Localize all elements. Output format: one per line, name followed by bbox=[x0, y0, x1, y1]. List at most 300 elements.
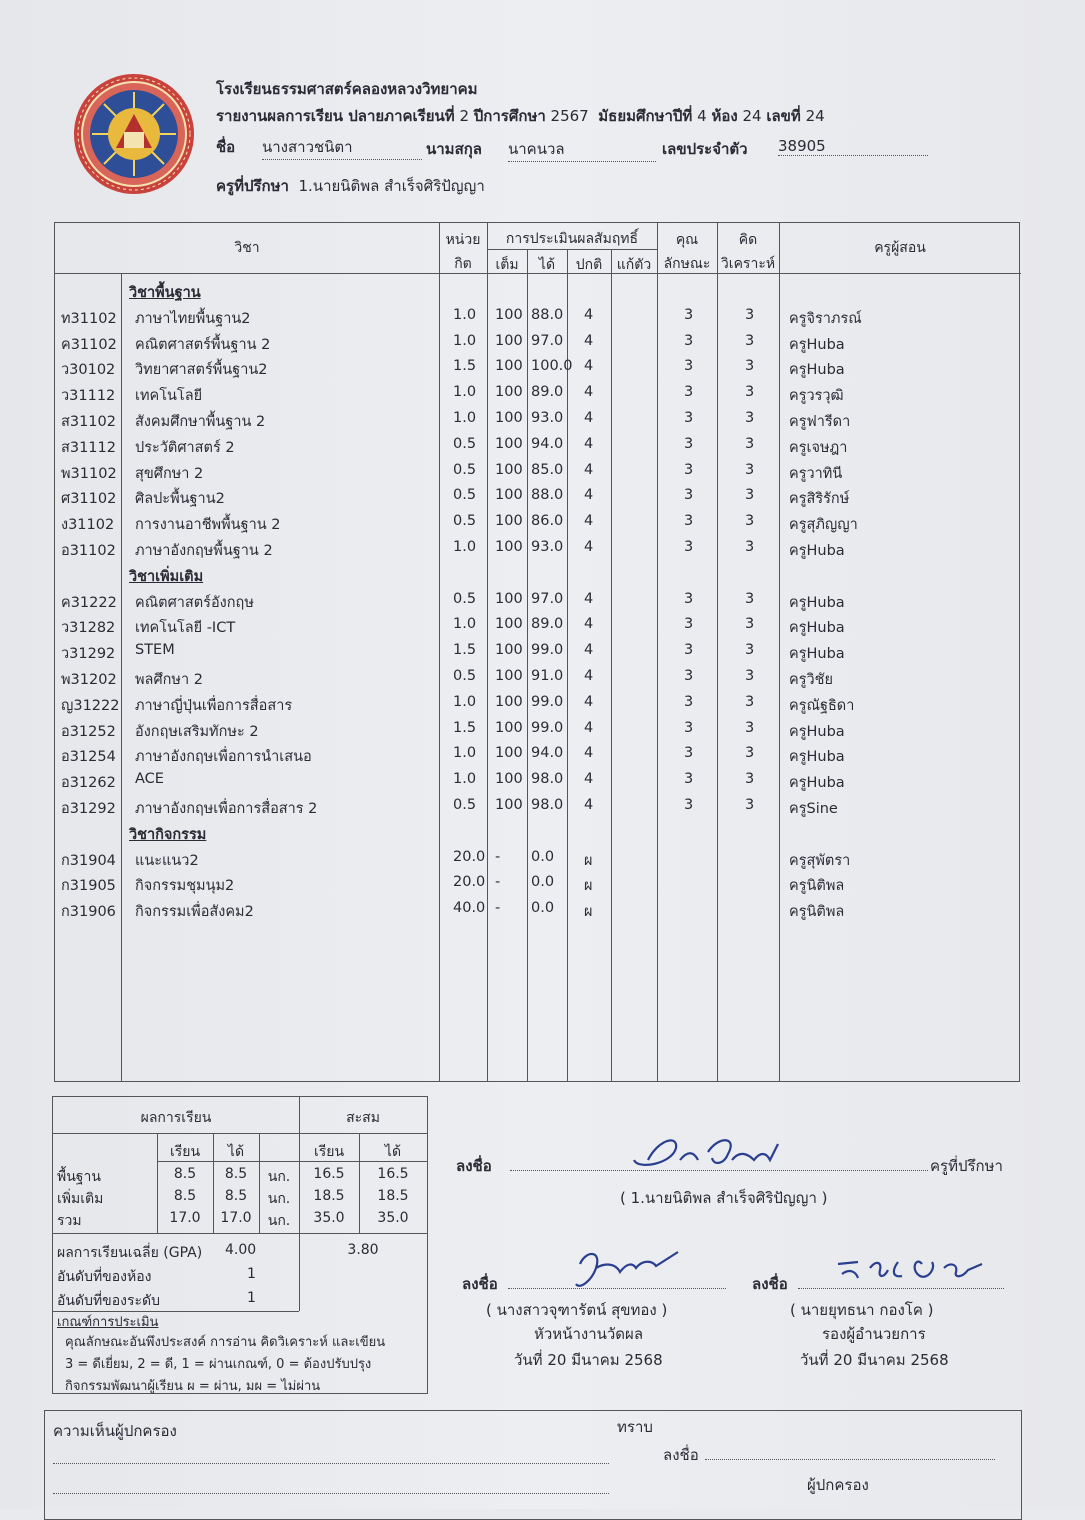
col-quality-top: คุณ bbox=[675, 232, 699, 248]
cell-full: 100 bbox=[495, 513, 523, 530]
col-eval: การประเมินผลสัมฤทธิ์ bbox=[505, 231, 639, 247]
table-row bbox=[55, 612, 1021, 638]
summary-cum-enrolled: 18.5 bbox=[313, 1188, 345, 1204]
name-label: ชื่อ bbox=[216, 138, 236, 156]
deputy-sign-line bbox=[798, 1288, 1004, 1289]
grades-table bbox=[54, 222, 1020, 1082]
advisor-line: ครูที่ปรึกษา 1.นายนิติพล สำเร็จศิริปัญญา bbox=[216, 177, 485, 195]
cell-code: อ31292 bbox=[61, 801, 116, 817]
cell-teacher: ครูHuba bbox=[789, 723, 845, 740]
col-normal: ปกติ bbox=[575, 257, 603, 273]
cell-teacher: ครูHuba bbox=[789, 749, 845, 766]
summary-cum-earned: 35.0 bbox=[377, 1210, 409, 1226]
cell-think: 3 bbox=[745, 668, 755, 684]
table-row bbox=[55, 716, 1021, 742]
criteria-line-3: กิจกรรมพัฒนาผู้เรียน ผ = ผ่าน, มผ = ไม่ผ่าน bbox=[65, 1379, 321, 1394]
earned-header: ได้ bbox=[227, 1144, 245, 1160]
cell-teacher: ครูสุพัตรา bbox=[789, 852, 851, 869]
cell-quality: 3 bbox=[684, 358, 694, 375]
cell-subject: ภาษาอังกฤษพื้นฐาน 2 bbox=[135, 543, 273, 559]
cell-unit: 20.0 bbox=[453, 874, 486, 891]
cell-subject: สังคมศึกษาพื้นฐาน 2 bbox=[135, 414, 266, 430]
cell-code: อ31262 bbox=[61, 775, 116, 792]
cell-full: 100 bbox=[495, 668, 523, 684]
cell-full: 100 bbox=[495, 332, 523, 349]
col-subject: วิชา bbox=[234, 240, 260, 256]
student-id: 38905 bbox=[778, 137, 928, 156]
cell-quality: 3 bbox=[684, 461, 694, 478]
cell-got: 99.0 bbox=[531, 642, 564, 659]
summary-enrolled: 8.5 bbox=[173, 1188, 197, 1204]
section-title: วิชาพื้นฐาน bbox=[129, 285, 201, 301]
cell-subject: ประวัติศาสตร์ 2 bbox=[135, 439, 235, 456]
summary-unit: นก. bbox=[267, 1213, 291, 1229]
cell-code: ก31906 bbox=[61, 904, 116, 921]
cell-code: ส31112 bbox=[61, 439, 116, 456]
cell-normal: ผ bbox=[584, 904, 593, 921]
gpa-value: 4.00 bbox=[225, 1242, 257, 1258]
cell-normal: 4 bbox=[584, 719, 594, 736]
cell-unit: 0.5 bbox=[453, 590, 477, 607]
cell-unit: 1.0 bbox=[453, 539, 477, 555]
cell-unit: 0.5 bbox=[453, 513, 477, 530]
cell-normal: 4 bbox=[584, 332, 594, 349]
summary-unit: นก. bbox=[267, 1169, 291, 1185]
cell-normal: 4 bbox=[584, 487, 594, 504]
level-rank-label: อันดับที่ของระดับ bbox=[57, 1293, 161, 1309]
cell-full: 100 bbox=[495, 384, 523, 401]
cell-subject: ภาษาญี่ปุ่นเพื่อการสื่อสาร bbox=[135, 697, 293, 714]
cell-unit: 0.5 bbox=[453, 435, 477, 452]
cell-code: ก31904 bbox=[61, 852, 116, 869]
section-header bbox=[55, 561, 1021, 587]
cell-think: 3 bbox=[745, 358, 755, 375]
cell-subject: กิจกรรมเพื่อสังคม2 bbox=[135, 904, 254, 921]
col-full: เต็ม bbox=[495, 257, 519, 273]
cell-normal: 4 bbox=[584, 668, 594, 684]
cell-think: 3 bbox=[745, 384, 755, 401]
summary-earned: 17.0 bbox=[220, 1210, 252, 1226]
cell-quality: 3 bbox=[684, 513, 694, 530]
parent-opinion-line-1 bbox=[53, 1463, 609, 1464]
cell-unit: 1.0 bbox=[453, 384, 477, 401]
cell-teacher: ครูHuba bbox=[789, 775, 845, 792]
cell-think: 3 bbox=[745, 719, 755, 736]
cell-code: ญ31222 bbox=[61, 697, 120, 714]
student-surname: นาคนวล bbox=[508, 137, 656, 162]
summary-cum-enrolled: 35.0 bbox=[313, 1210, 345, 1226]
cell-unit: 1.0 bbox=[453, 745, 477, 762]
cell-subject: วิทยาศาสตร์พื้นฐาน2 bbox=[135, 362, 268, 379]
cell-full: 100 bbox=[495, 745, 523, 762]
cell-quality: 3 bbox=[684, 693, 694, 710]
cell-subject: ACE bbox=[135, 771, 164, 788]
cell-unit: 0.5 bbox=[453, 461, 477, 478]
student-name: นางสาวชนิตา bbox=[262, 135, 422, 160]
cell-quality: 3 bbox=[684, 410, 694, 426]
table-row bbox=[55, 870, 1021, 896]
cell-quality: 3 bbox=[684, 435, 694, 452]
cumulative-label: สะสม bbox=[346, 1110, 380, 1126]
cell-full: 100 bbox=[495, 435, 523, 452]
cell-subject: ภาษาอังกฤษเพื่อการนำเสนอ bbox=[135, 749, 312, 766]
cell-got: 0.0 bbox=[531, 848, 555, 865]
table-row bbox=[55, 793, 1021, 819]
cell-teacher: ครูHuba bbox=[789, 646, 845, 663]
eval-signature bbox=[566, 1240, 686, 1300]
cell-quality: 3 bbox=[684, 539, 694, 555]
cell-full: 100 bbox=[495, 719, 523, 736]
advisor-name: ( 1.นายนิติพล สำเร็จศิริปัญญา ) bbox=[620, 1189, 828, 1207]
cell-normal: 4 bbox=[584, 797, 594, 813]
cell-unit: 1.0 bbox=[453, 410, 477, 426]
cell-quality: 3 bbox=[684, 771, 694, 788]
cell-normal: 4 bbox=[584, 384, 594, 401]
cell-think: 3 bbox=[745, 487, 755, 504]
cell-code: พ31102 bbox=[61, 465, 117, 482]
table-row bbox=[55, 767, 1021, 793]
cell-code: ค31222 bbox=[61, 594, 117, 611]
cell-code: ก31905 bbox=[61, 878, 116, 895]
cell-got: 93.0 bbox=[531, 410, 564, 426]
cell-quality: 3 bbox=[684, 487, 694, 504]
cell-teacher: ครูวิชัย bbox=[789, 672, 833, 688]
advisor-sign-label: ลงชื่อ bbox=[456, 1157, 492, 1175]
cell-quality: 3 bbox=[684, 332, 694, 349]
col-think-top: คิด bbox=[738, 232, 758, 248]
cell-code: ว31292 bbox=[61, 646, 116, 663]
cell-think: 3 bbox=[745, 771, 755, 788]
summary-earned: 8.5 bbox=[224, 1166, 248, 1182]
cell-got: 85.0 bbox=[531, 461, 564, 478]
cell-got: 97.0 bbox=[531, 332, 564, 349]
cell-full: 100 bbox=[495, 539, 523, 555]
cell-full: 100 bbox=[495, 616, 523, 633]
cell-subject: แนะแนว2 bbox=[135, 852, 199, 869]
cell-think: 3 bbox=[745, 745, 755, 762]
table-row bbox=[55, 380, 1021, 406]
cell-full: - bbox=[495, 848, 501, 865]
cell-normal: 4 bbox=[584, 306, 594, 323]
cell-quality: 3 bbox=[684, 384, 694, 401]
parent-box bbox=[44, 1410, 1022, 1520]
cell-code: ง31102 bbox=[61, 517, 115, 534]
cell-full: 100 bbox=[495, 590, 523, 607]
cell-normal: ผ bbox=[584, 878, 593, 895]
cell-got: 93.0 bbox=[531, 539, 564, 555]
cell-unit: 1.0 bbox=[453, 306, 477, 323]
table-row bbox=[55, 664, 1021, 690]
table-row bbox=[55, 535, 1021, 561]
table-row bbox=[55, 329, 1021, 355]
results-label: ผลการเรียน bbox=[140, 1110, 212, 1126]
cell-normal: 4 bbox=[584, 539, 594, 555]
cell-quality: 3 bbox=[684, 306, 694, 323]
criteria-line-1: คุณลักษณะอันพึงประสงค์ การอ่าน คิดวิเคราะห์ และเขียน bbox=[65, 1335, 386, 1350]
parent-opinion-line-2 bbox=[53, 1493, 609, 1494]
summary-earned: 8.5 bbox=[224, 1188, 248, 1204]
cell-think: 3 bbox=[745, 539, 755, 555]
cell-unit: 0.5 bbox=[453, 487, 477, 504]
cell-teacher: ครูSine bbox=[789, 801, 838, 817]
cell-teacher: ครูนิติพล bbox=[789, 878, 845, 895]
parent-opinion-label: ความเห็นผู้ปกครอง bbox=[53, 1422, 177, 1440]
cell-think: 3 bbox=[745, 461, 755, 478]
cell-think: 3 bbox=[745, 513, 755, 530]
summary-cum-earned: 18.5 bbox=[377, 1188, 409, 1204]
level-rank-value: 1 bbox=[247, 1290, 256, 1306]
cell-think: 3 bbox=[745, 590, 755, 607]
cell-got: 0.0 bbox=[531, 900, 555, 917]
cell-got: 89.0 bbox=[531, 384, 564, 401]
summary-label: เพิ่มเติม bbox=[57, 1191, 104, 1207]
cell-code: อ31254 bbox=[61, 749, 116, 766]
cell-unit: 0.5 bbox=[453, 797, 477, 813]
cell-teacher: ครูวรวุฒิ bbox=[789, 388, 844, 405]
cell-normal: 4 bbox=[584, 642, 594, 659]
cell-unit: 1.5 bbox=[453, 358, 477, 375]
cell-got: 94.0 bbox=[531, 435, 564, 452]
cell-got: 86.0 bbox=[531, 513, 564, 530]
deputy-role: รองผู้อำนวยการ bbox=[822, 1325, 926, 1343]
parent-role: ผู้ปกครอง bbox=[807, 1476, 869, 1494]
col-think-bottom: วิเคราะห์ bbox=[720, 256, 776, 272]
table-row bbox=[55, 406, 1021, 432]
section-header bbox=[55, 819, 1021, 845]
report-title: รายงานผลการเรียน ปลายภาคเรียนที่ 2 ปีการศึกษา 2567 มัธยมศึกษาปีที่ 4 ห้อง 24 เลขที่ 24 bbox=[216, 107, 825, 125]
cell-full: 100 bbox=[495, 306, 523, 323]
cell-think: 3 bbox=[745, 435, 755, 452]
cell-full: 100 bbox=[495, 797, 523, 813]
eval-date: วันที่ 20 มีนาคม 2568 bbox=[514, 1351, 663, 1369]
summary-unit: นก. bbox=[267, 1191, 291, 1207]
gpa-label: ผลการเรียนเฉลี่ย (GPA) bbox=[57, 1245, 203, 1261]
col-unit-bottom: กิต bbox=[454, 256, 472, 272]
cell-subject: กิจกรรมชุมนุม2 bbox=[135, 878, 235, 895]
cell-subject: อังกฤษเสริมทักษะ 2 bbox=[135, 723, 259, 740]
cell-got: 89.0 bbox=[531, 616, 564, 633]
cell-code: ศ31102 bbox=[61, 491, 117, 508]
enrolled-header: เรียน bbox=[169, 1144, 201, 1160]
cell-full: 100 bbox=[495, 487, 523, 504]
cell-think: 3 bbox=[745, 306, 755, 323]
cell-got: 88.0 bbox=[531, 487, 564, 504]
cell-teacher: ครูจิราภรณ์ bbox=[789, 310, 862, 327]
advisor-role: ครูที่ปรึกษา bbox=[930, 1157, 1003, 1175]
cell-code: ค31102 bbox=[61, 336, 117, 353]
cell-teacher: ครูHuba bbox=[789, 543, 845, 559]
cell-subject: การงานอาชีพพื้นฐาน 2 bbox=[135, 517, 281, 534]
advisor-signature bbox=[628, 1130, 798, 1176]
cum-earned-header: ได้ bbox=[384, 1144, 402, 1160]
cell-unit: 1.5 bbox=[453, 719, 477, 736]
cell-teacher: ครูวาทินี bbox=[789, 465, 843, 482]
cell-think: 3 bbox=[745, 642, 755, 659]
cell-full: 100 bbox=[495, 461, 523, 478]
cell-got: 98.0 bbox=[531, 797, 564, 813]
cell-teacher: ครูฟารีดา bbox=[789, 414, 851, 430]
cell-subject: เทคโนโลยี -ICT bbox=[135, 620, 236, 637]
cell-full: - bbox=[495, 900, 501, 917]
cell-subject: ภาษาไทยพื้นฐาน2 bbox=[135, 310, 251, 327]
table-row bbox=[55, 896, 1021, 922]
parent-ack-label: ทราบ bbox=[617, 1418, 653, 1436]
cell-full: 100 bbox=[495, 410, 523, 426]
cell-teacher: ครูHuba bbox=[789, 336, 845, 353]
cell-think: 3 bbox=[745, 332, 755, 349]
cell-subject: คณิตศาสตร์พื้นฐาน 2 bbox=[135, 336, 271, 353]
cell-teacher: ครูนิติพล bbox=[789, 904, 845, 921]
cell-got: 98.0 bbox=[531, 771, 564, 788]
cell-teacher: ครูHuba bbox=[789, 594, 845, 611]
id-label: เลขประจำตัว bbox=[662, 140, 748, 158]
eval-sign-label: ลงชื่อ bbox=[462, 1275, 498, 1293]
cell-think: 3 bbox=[745, 797, 755, 813]
cell-got: 99.0 bbox=[531, 719, 564, 736]
cell-subject: สุขศึกษา 2 bbox=[135, 465, 204, 482]
table-row bbox=[55, 432, 1021, 458]
cell-teacher: ครูHuba bbox=[789, 620, 845, 637]
cell-quality: 3 bbox=[684, 797, 694, 813]
cell-code: พ31202 bbox=[61, 672, 117, 688]
class-rank-label: อันดับที่ของห้อง bbox=[57, 1269, 152, 1285]
school-logo bbox=[72, 72, 196, 196]
parent-sign-label: ลงชื่อ bbox=[663, 1446, 699, 1464]
col-quality-bottom: ลักษณะ bbox=[663, 256, 711, 272]
cell-subject: คณิตศาสตร์อังกฤษ bbox=[135, 594, 254, 611]
section-title: วิชากิจกรรม bbox=[129, 826, 207, 843]
col-got: ได้ bbox=[538, 257, 556, 273]
cell-unit: 1.0 bbox=[453, 332, 477, 349]
cell-unit: 20.0 bbox=[453, 848, 486, 865]
table-row bbox=[55, 509, 1021, 535]
cell-got: 94.0 bbox=[531, 745, 564, 762]
cell-normal: ผ bbox=[584, 852, 593, 869]
cell-full: 100 bbox=[495, 358, 523, 375]
cell-full: - bbox=[495, 874, 501, 891]
cell-full: 100 bbox=[495, 771, 523, 788]
eval-role: หัวหน้างานวัดผล bbox=[534, 1325, 644, 1343]
summary-cum-enrolled: 16.5 bbox=[313, 1166, 345, 1182]
table-row bbox=[55, 458, 1021, 484]
school-name: โรงเรียนธรรมศาสตร์คลองหลวงวิทยาคม bbox=[216, 80, 478, 98]
deputy-signature bbox=[832, 1250, 992, 1286]
cell-got: 99.0 bbox=[531, 693, 564, 710]
cell-teacher: ครูสุภิญญา bbox=[789, 517, 858, 534]
cell-code: ว31282 bbox=[61, 620, 116, 637]
cell-think: 3 bbox=[745, 693, 755, 710]
cell-quality: 3 bbox=[684, 616, 694, 633]
table-row bbox=[55, 483, 1021, 509]
cell-got: 91.0 bbox=[531, 668, 564, 684]
cell-unit: 1.5 bbox=[453, 642, 477, 659]
cell-full: 100 bbox=[495, 642, 523, 659]
cell-got: 100.0 bbox=[531, 358, 573, 375]
cell-code: อ31252 bbox=[61, 723, 116, 740]
cell-code: อ31102 bbox=[61, 543, 116, 559]
eval-name: ( นางสาวจุฑารัตน์ สุขทอง ) bbox=[486, 1301, 668, 1319]
cell-normal: 4 bbox=[584, 771, 594, 788]
criteria-line-2: 3 = ดีเยี่ยม, 2 = ดี, 1 = ผ่านเกณฑ์, 0 = ต้องปรับปรุง bbox=[65, 1357, 372, 1372]
deputy-date: วันที่ 20 มีนาคม 2568 bbox=[800, 1351, 949, 1369]
class-rank-value: 1 bbox=[247, 1266, 256, 1282]
cell-subject: เทคโนโลยี bbox=[135, 388, 203, 405]
deputy-name: ( นายยุทธนา กองโค ) bbox=[790, 1301, 934, 1319]
table-row bbox=[55, 354, 1021, 380]
cell-normal: 4 bbox=[584, 358, 594, 375]
cell-teacher: ครูเจษฎา bbox=[789, 439, 848, 456]
cell-subject: ศิลปะพื้นฐาน2 bbox=[135, 491, 225, 508]
section-title: วิชาเพิ่มเติม bbox=[129, 568, 204, 585]
parent-sign-line bbox=[705, 1459, 995, 1460]
cell-quality: 3 bbox=[684, 642, 694, 659]
cum-gpa-value: 3.80 bbox=[347, 1242, 379, 1258]
table-row bbox=[55, 587, 1021, 613]
cell-quality: 3 bbox=[684, 719, 694, 736]
summary-label: พื้นฐาน bbox=[57, 1169, 101, 1185]
cell-unit: 1.0 bbox=[453, 693, 477, 710]
cell-subject: พลศึกษา 2 bbox=[135, 672, 203, 688]
cell-subject: STEM bbox=[135, 642, 175, 659]
cell-unit: 1.0 bbox=[453, 616, 477, 633]
cell-normal: 4 bbox=[584, 745, 594, 762]
cell-code: ว31112 bbox=[61, 388, 116, 405]
summary-enrolled: 8.5 bbox=[173, 1166, 197, 1182]
criteria-title: เกณฑ์การประเมิน bbox=[57, 1315, 159, 1330]
cell-normal: 4 bbox=[584, 693, 594, 710]
cell-got: 97.0 bbox=[531, 590, 564, 607]
cell-quality: 3 bbox=[684, 590, 694, 607]
cell-normal: 4 bbox=[584, 616, 594, 633]
cell-code: ท31102 bbox=[61, 310, 117, 327]
table-row bbox=[55, 690, 1021, 716]
cell-think: 3 bbox=[745, 410, 755, 426]
cum-enrolled-header: เรียน bbox=[313, 1144, 345, 1160]
col-fix: แก้ตัว bbox=[616, 257, 652, 273]
cell-subject: ภาษาอังกฤษเพื่อการสื่อสาร 2 bbox=[135, 801, 318, 817]
col-teacher: ครูผู้สอน bbox=[874, 240, 926, 256]
cell-got: 88.0 bbox=[531, 306, 564, 323]
surname-label: นามสกุล bbox=[426, 140, 482, 158]
cell-normal: 4 bbox=[584, 513, 594, 530]
cell-code: ว30102 bbox=[61, 362, 116, 379]
table-row bbox=[55, 741, 1021, 767]
cell-teacher: ครูHuba bbox=[789, 362, 845, 379]
cell-normal: 4 bbox=[584, 461, 594, 478]
cell-normal: 4 bbox=[584, 590, 594, 607]
summary-enrolled: 17.0 bbox=[169, 1210, 201, 1226]
cell-quality: 3 bbox=[684, 668, 694, 684]
cell-full: 100 bbox=[495, 693, 523, 710]
cell-got: 0.0 bbox=[531, 874, 555, 891]
section-header bbox=[55, 277, 1021, 303]
cell-unit: 0.5 bbox=[453, 668, 477, 684]
table-row bbox=[55, 638, 1021, 664]
cell-teacher: ครูณัฐธิดา bbox=[789, 697, 855, 714]
cell-unit: 40.0 bbox=[453, 900, 486, 917]
summary-box bbox=[52, 1096, 428, 1394]
summary-label: รวม bbox=[57, 1213, 82, 1229]
cell-quality: 3 bbox=[684, 745, 694, 762]
summary-cum-earned: 16.5 bbox=[377, 1166, 409, 1182]
cell-normal: 4 bbox=[584, 410, 594, 426]
table-row bbox=[55, 303, 1021, 329]
table-row bbox=[55, 845, 1021, 871]
cell-think: 3 bbox=[745, 616, 755, 633]
cell-teacher: ครูสิริรักษ์ bbox=[789, 491, 850, 508]
deputy-sign-label: ลงชื่อ bbox=[752, 1275, 788, 1293]
cell-code: ส31102 bbox=[61, 414, 116, 430]
